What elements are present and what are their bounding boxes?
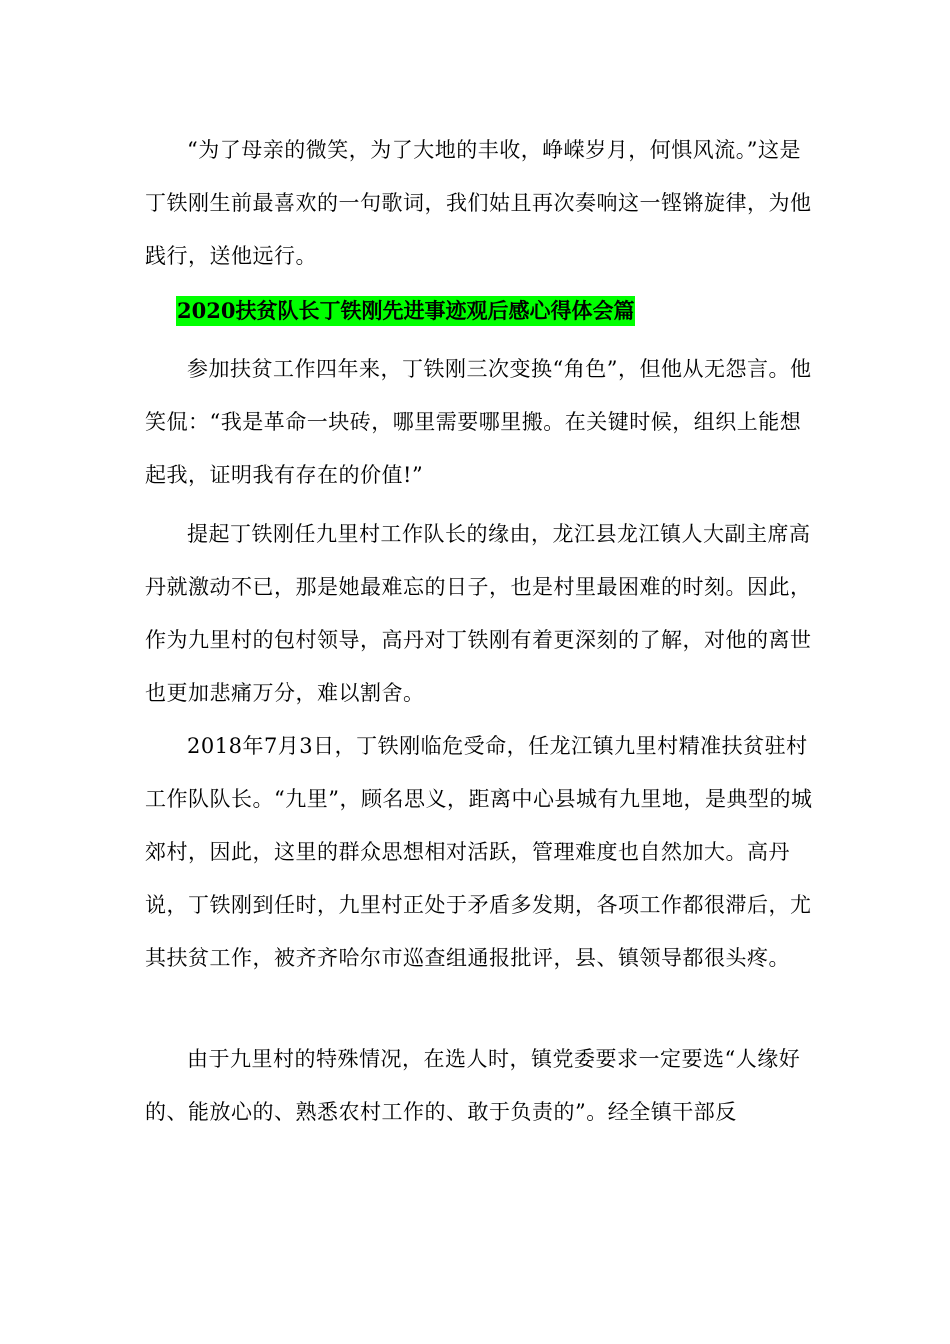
paragraph-role-change: 参加扶贫工作四年来，丁铁刚三次变换“角色”，但他从无怨言。他笑侃：“我是革命一块砖，哪里需要哪里搬。在关键时候，组织上能想起我，证明我有存在的价值!” <box>145 357 812 487</box>
section-heading: 2020扶贫队长丁铁刚先进事迹观后感心得体会篇 <box>176 296 635 326</box>
paragraph-gao-dan-memory: 提起丁铁刚任九里村工作队长的缘由，龙江县龙江镇人大副主席高丹就激动不已，那是她最难忘的日子，也是村里最困难的时刻。因此，作为九里村的包村领导，高丹对丁铁刚有着更深刻的了解，对他的离世也更加悲痛万分，难以割舍。 <box>145 522 812 705</box>
paragraph-selection: 由于九里村的特殊情况，在选人时，镇党委要求一定要选“人缘好的、能放心的、熟悉农村工作的、敢于负责的”。经全镇干部反 <box>145 1047 801 1124</box>
paragraph-lyrics-quote: “为了母亲的微笑，为了大地的丰收，峥嵘岁月，何惧风流。”这是丁铁刚生前最喜欢的一句歌词，我们姑且再次奏响这一铿锵旋律，为他践行，送他远行。 <box>145 138 812 268</box>
paragraph-appointment: 2018年7月3日，丁铁刚临危受命，任龙江镇九里村精准扶贫驻村工作队队长。“九里”，顾名思义，距离中心县城有九里地，是典型的城郊村，因此，这里的群众思想相对活跃，管理难度也自然加大。高丹说，丁铁刚到任时，九里村正处于矛盾多发期，各项工作都很滞后，尤其扶贫工作，被齐齐哈尔市巡查组通报批评，县、镇领导都很头疼。 <box>145 734 813 970</box>
